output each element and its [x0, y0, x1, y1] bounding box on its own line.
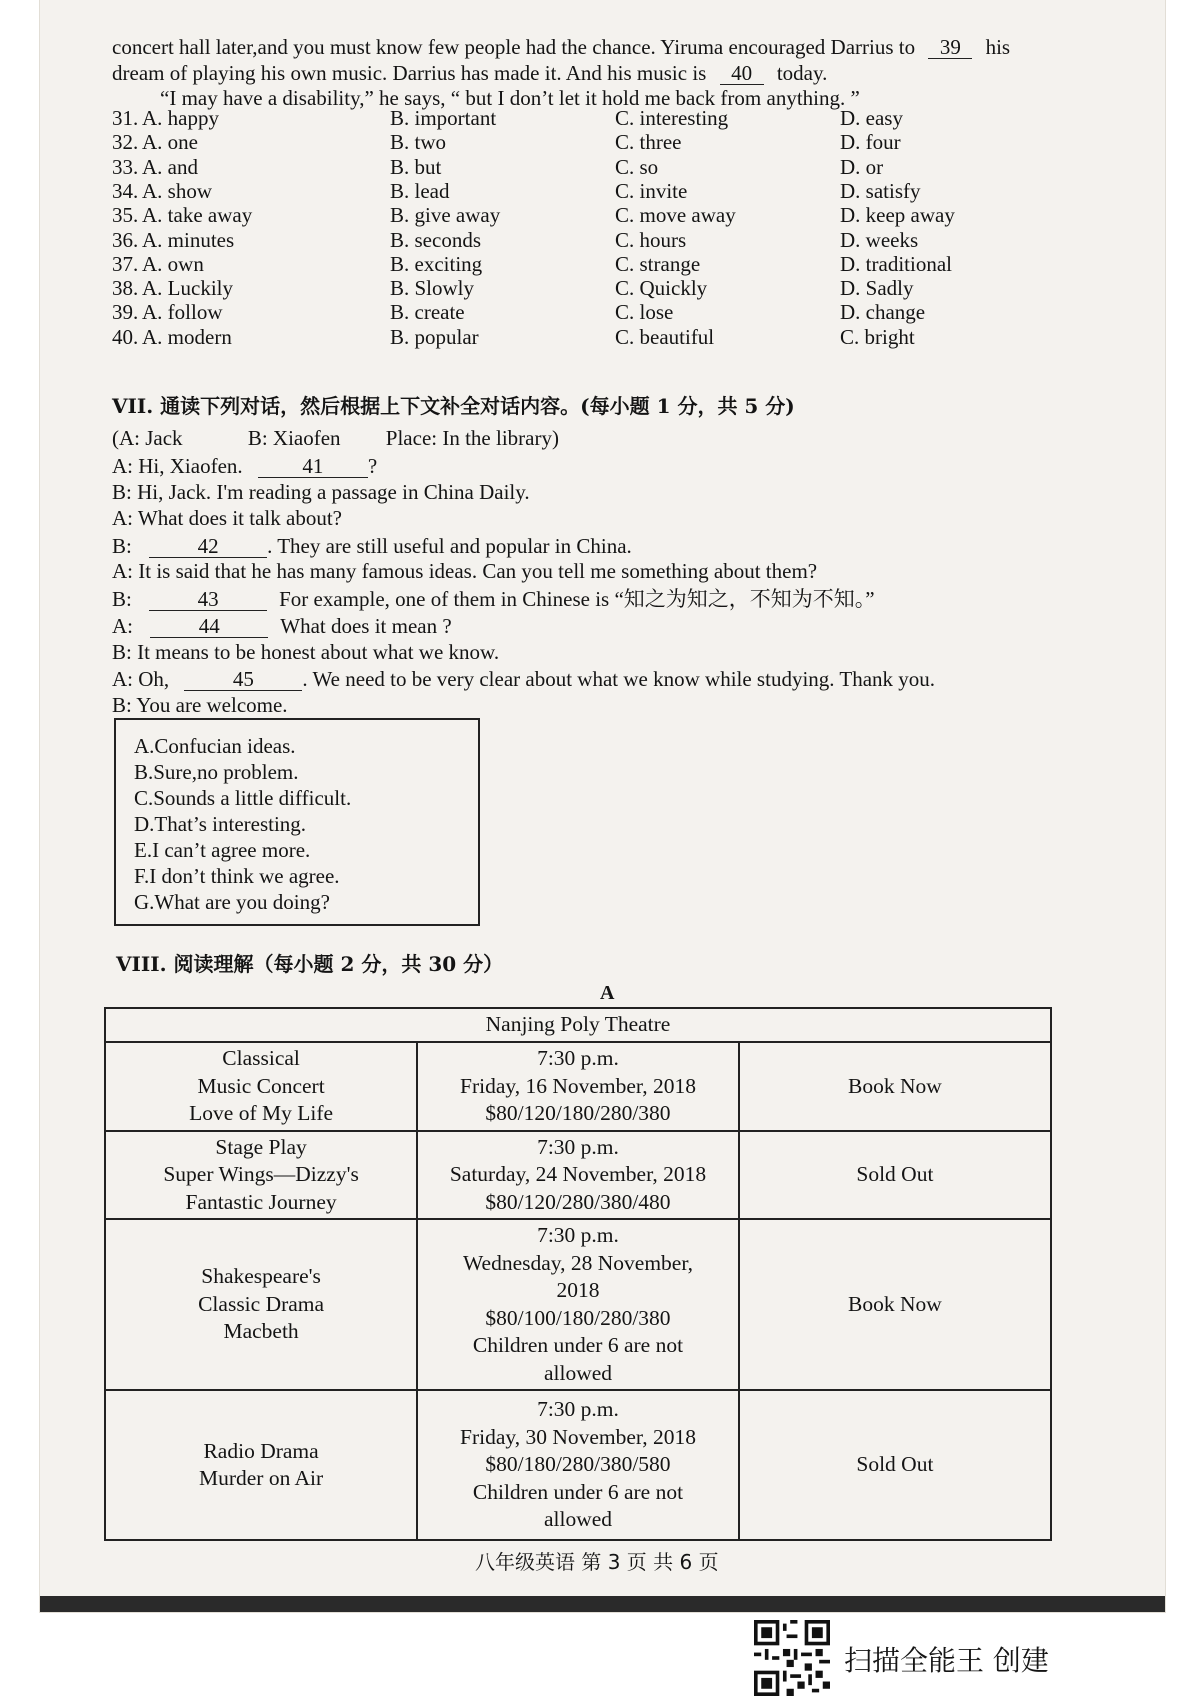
choice-row-36	[112, 227, 235, 252]
ticket-status-cell	[739, 1042, 1051, 1131]
show-info-cell-line: $80/100/180/280/380	[485, 1305, 671, 1330]
dialogue-text: A: Oh,	[112, 667, 170, 691]
choice-a: A. one	[142, 130, 198, 155]
show-info-cell-line: Children under 6 are not	[472, 1479, 684, 1504]
show-name-cell-line: Stage Play	[215, 1134, 307, 1159]
ticket-status-cell	[739, 1131, 1051, 1220]
dialogue-line-9	[112, 668, 935, 691]
blank-39: 39	[928, 36, 972, 59]
choice-c: C. Quickly	[615, 276, 708, 301]
option-b: B.Sure,no problem.	[134, 760, 299, 784]
show-info-cell-line: Children under 6 are not	[472, 1333, 684, 1358]
choice-b: B. exciting	[390, 251, 483, 276]
show-info-cell-line: Friday, 30 November, 2018	[459, 1424, 696, 1449]
choice-a: A. show	[142, 178, 213, 203]
dialogue-line-1	[112, 455, 377, 478]
page-footer: 八年级英语 第 3 页 共 6 页	[475, 1550, 719, 1574]
choice-row-35	[112, 205, 252, 226]
show-info-cell	[417, 1219, 739, 1390]
section-8-heading: VIII. 阅读理解（每小题 2 分，共 30 分）	[116, 952, 504, 976]
choice-b: B. lead	[390, 178, 450, 203]
choice-a: A. Luckily	[142, 276, 233, 301]
question-number: 36.	[112, 227, 139, 252]
question-number: 40.	[112, 324, 139, 349]
book-now-label: Book Now	[848, 1291, 942, 1316]
choice-d: D. keep away	[840, 203, 955, 228]
choice-c: C. beautiful	[615, 324, 715, 349]
dialogue-text: ?	[367, 454, 378, 478]
show-info-cell-line: 7:30 p.m.	[537, 1134, 619, 1159]
choice-c: C. invite	[615, 178, 688, 203]
show-name-cell-line: Fantastic Journey	[185, 1189, 337, 1214]
option-g: G.What are you doing?	[134, 890, 330, 914]
scan-edge-shadow	[40, 1596, 1165, 1612]
choice-row-40	[112, 324, 232, 349]
dialogue-line-6	[112, 588, 875, 611]
choice-a: A. follow	[142, 300, 223, 325]
passage-line-1	[112, 36, 1010, 59]
dialogue-text: What does it mean ?	[280, 614, 452, 638]
sold-out-label: Sold Out	[856, 1452, 934, 1477]
choice-a: A. happy	[142, 106, 219, 130]
choice-row-38	[112, 278, 233, 299]
choice-a: A. minutes	[142, 227, 235, 252]
show-info-cell-line: 7:30 p.m.	[537, 1397, 619, 1422]
passage-line-3: “I may have a disability,” he says, “ but I don’t let it hold me back from anything. ”	[160, 86, 860, 110]
question-number: 38.	[112, 276, 139, 301]
show-info-cell-line: Friday, 16 November, 2018	[459, 1073, 696, 1098]
show-name-cell-line: Murder on Air	[198, 1466, 324, 1491]
show-name-cell-line: Love of My Life	[189, 1101, 334, 1126]
theatre-schedule-table	[104, 1007, 1052, 1541]
choice-c: C. three	[615, 130, 682, 155]
place: Place: In the library)	[385, 426, 559, 450]
passage-text: his	[985, 35, 1011, 59]
show-info-cell-line: $80/120/180/280/380	[485, 1101, 671, 1126]
choice-d: D. four	[840, 130, 901, 155]
choice-c: C. hours	[615, 227, 687, 252]
show-name-cell-line: Macbeth	[223, 1319, 299, 1344]
passage-text: concert hall later,and you must know few people had the chance. Yiruma encouraged Darrius to	[112, 35, 916, 59]
show-info-cell-line: $80/180/280/380/580	[485, 1452, 671, 1477]
answer-options-box	[114, 718, 480, 926]
show-info-cell	[417, 1131, 739, 1220]
show-info-cell-line: allowed	[543, 1507, 613, 1532]
question-number: 31.	[112, 106, 139, 130]
choice-row-32	[112, 132, 198, 153]
choice-d: D. Sadly	[840, 276, 914, 301]
choice-row-39	[112, 302, 223, 323]
dialogue-roles	[112, 428, 559, 449]
dialogue-text: B:	[112, 587, 132, 611]
ticket-status-cell	[739, 1390, 1051, 1540]
choice-b: B. create	[390, 300, 465, 325]
show-name-cell-line: Classic Drama	[198, 1291, 325, 1316]
blank-45: 45	[184, 668, 302, 691]
choice-d: D. satisfy	[840, 178, 921, 203]
question-number: 35.	[112, 203, 139, 228]
table-row	[105, 1219, 1051, 1390]
dialogue-text: . We need to be very clear about what we know while studying. Thank you.	[302, 667, 936, 691]
passage-text: today.	[776, 61, 828, 85]
scanner-watermark-text: 扫描全能王 创建	[844, 1644, 1049, 1677]
dialogue-line-3: A: What does it talk about?	[112, 506, 342, 530]
question-number: 39.	[112, 300, 139, 325]
choice-b: B. but	[390, 154, 442, 179]
choice-b: B. give away	[390, 203, 501, 228]
show-name-cell-line: Music Concert	[197, 1073, 325, 1098]
dialogue-line-10: B: You are welcome.	[112, 693, 288, 717]
table-row	[105, 1042, 1051, 1131]
choice-c: C. interesting	[615, 106, 729, 130]
show-name-cell-line: Shakespeare's	[201, 1264, 321, 1289]
show-info-cell-line: 2018	[556, 1278, 600, 1303]
choice-b: B. Slowly	[390, 276, 475, 301]
choice-a: A. own	[142, 251, 204, 276]
choice-d: D. or	[840, 154, 884, 179]
choice-c: C. so	[615, 154, 659, 179]
choice-d: D. easy	[840, 106, 903, 130]
dialogue-line-5: A: It is said that he has many famous ideas. Can you tell me something about them?	[112, 559, 818, 583]
dialogue-text: A: Hi, Xiaofen.	[112, 454, 243, 478]
dialogue-line-2: B: Hi, Jack. I'm reading a passage in China Daily.	[112, 480, 530, 504]
show-name-cell-line: Super Wings—Dizzy's	[163, 1162, 359, 1187]
choice-b: B. two	[390, 130, 447, 155]
show-info-cell-line: $80/120/280/380/480	[485, 1189, 671, 1214]
choice-a: A. modern	[142, 324, 232, 349]
dialogue-text: For example, one of them in Chinese is “知之为知之，不知为不知。”	[279, 587, 875, 611]
show-info-cell-line: allowed	[543, 1360, 613, 1385]
table-row	[105, 1131, 1051, 1220]
qr-code-icon	[754, 1620, 830, 1696]
choice-a: A. take away	[142, 203, 253, 228]
show-info-cell-line: 7:30 p.m.	[537, 1046, 619, 1070]
choice-row-37	[112, 251, 204, 276]
choice-a: A. and	[142, 154, 198, 179]
question-number: 32.	[112, 130, 139, 155]
show-name-cell-line: Classical	[222, 1046, 300, 1070]
dialogue-text: A:	[112, 614, 133, 638]
part-label: A	[600, 982, 615, 1004]
choice-row-34	[112, 178, 213, 203]
blank-43: 43	[149, 588, 267, 611]
choice-d: D. traditional	[840, 251, 952, 276]
table-row	[105, 1390, 1051, 1540]
question-number: 37.	[112, 251, 139, 276]
choice-c: C. lose	[615, 300, 674, 325]
choice-c: C. move away	[615, 203, 736, 228]
show-info-cell	[417, 1390, 739, 1540]
blank-40: 40	[720, 62, 764, 85]
book-now-label: Book Now	[848, 1073, 942, 1098]
choice-b: B. popular	[390, 324, 479, 349]
table-body	[105, 1042, 1051, 1540]
show-name-cell	[105, 1131, 417, 1220]
dialogue-line-8: B: It means to be honest about what we know.	[112, 640, 500, 664]
show-info-cell-line: 7:30 p.m.	[537, 1223, 619, 1248]
choice-d: D. weeks	[840, 227, 919, 252]
passage-line-2	[112, 62, 827, 85]
choice-row-31	[112, 108, 219, 129]
section-7-heading: VII. 通读下列对话，然后根据上下文补全对话内容。(每小题 1 分，共 5 分)	[112, 394, 795, 418]
show-info-cell	[417, 1042, 739, 1131]
choice-b: B. seconds	[390, 227, 481, 252]
choice-d: D. change	[840, 300, 926, 325]
show-info-cell-line: Wednesday, 28 November,	[462, 1250, 694, 1275]
show-name-cell	[105, 1219, 417, 1390]
choice-d: C. bright	[840, 324, 915, 349]
dialogue-line-7	[112, 615, 452, 638]
choice-row-33	[112, 154, 198, 179]
sold-out-label: Sold Out	[856, 1162, 934, 1187]
dialogue-text: . They are still useful and popular in China.	[267, 534, 632, 558]
question-number: 33.	[112, 154, 139, 179]
show-info-cell-line: Saturday, 24 November, 2018	[449, 1162, 707, 1187]
option-c: C.Sounds a little difficult.	[134, 786, 352, 810]
show-name-cell-line: Radio Drama	[203, 1438, 319, 1463]
show-name-cell	[105, 1390, 417, 1540]
option-a: A.Confucian ideas.	[134, 734, 296, 758]
blank-41: 41	[258, 455, 368, 478]
choice-b: B. important	[390, 106, 497, 130]
choice-c: C. strange	[615, 251, 701, 276]
blank-44: 44	[150, 615, 268, 638]
ticket-status-cell	[739, 1219, 1051, 1390]
role-b: B: Xiaofen	[247, 426, 341, 450]
dialogue-text: B:	[112, 534, 132, 558]
question-number: 34.	[112, 178, 139, 203]
passage-text: dream of playing his own music. Darrius has made it. And his music is	[112, 61, 707, 85]
role-a: (A: Jack	[112, 426, 183, 450]
table-title: Nanjing Poly Theatre	[105, 1008, 1051, 1042]
dialogue-line-4	[112, 535, 632, 558]
blank-42: 42	[149, 535, 267, 558]
option-f: F.I don’t think we agree.	[134, 864, 340, 888]
option-d: D.That’s interesting.	[134, 812, 307, 836]
option-e: E.I can’t agree more.	[134, 838, 311, 862]
show-name-cell	[105, 1042, 417, 1131]
